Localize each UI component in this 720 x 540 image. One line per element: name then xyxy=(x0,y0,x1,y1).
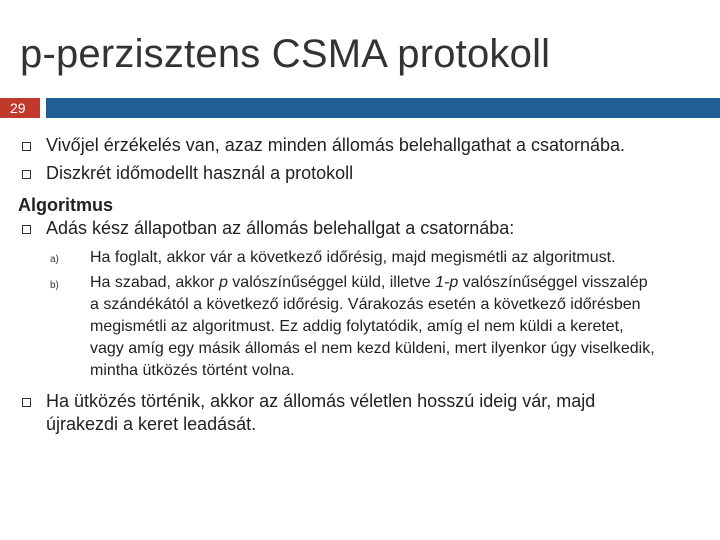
text-fragment: valószínűséggel küld, illetve xyxy=(227,274,436,291)
sub-item-text: a szándékától a következő időrésig. Várakozás esetén a következő időrésben xyxy=(90,296,641,313)
slide-header-bar xyxy=(0,98,720,118)
header-bar-fill xyxy=(46,98,720,118)
variable-1-p: 1-p xyxy=(435,274,459,291)
bullet-text: Diszkrét időmodellt használ a protokoll xyxy=(46,163,354,183)
bullet-text: Vivőjel érzékelés van, azaz minden állomás belehallgathat a csatornába. xyxy=(46,135,626,155)
sub-item-text-first-line xyxy=(90,274,648,292)
slide-number: 29 xyxy=(0,98,40,118)
bullet-square-icon xyxy=(22,170,31,179)
sub-item-text: Ha foglalt, akkor vár a következő időrésig, majd megismétli az algoritmust. xyxy=(90,249,616,266)
bullet-text: újrakezdi a keret leadását. xyxy=(46,414,257,434)
bullet-square-icon xyxy=(22,225,31,234)
text-fragment: valószínűséggel visszalép xyxy=(458,274,648,291)
bullet-text: Ha ütközés történik, akkor az állomás véletlen hosszú ideig vár, majd xyxy=(46,391,596,411)
section-heading: Algoritmus xyxy=(18,195,114,215)
sub-item-label: b) xyxy=(50,280,59,291)
algo-intro-text: Adás kész állapotban az állomás belehallgat a csatornába: xyxy=(46,218,515,238)
sub-item-text: megismétli az algoritmust. Ez addig folytatódik, amíg el nem küldi a keretet, xyxy=(90,318,624,335)
sub-item-text: vagy amíg egy másik állomás el nem kezd küldeni, mert ilyenkor úgy viselkedik, xyxy=(90,340,655,357)
sub-item-label: a) xyxy=(50,254,59,265)
sub-item-text: mintha ütközés történt volna. xyxy=(90,362,295,379)
slide-title: p-perzisztens CSMA protokoll xyxy=(20,32,551,76)
bullet-square-icon xyxy=(22,142,31,151)
text-fragment: Ha szabad, akkor xyxy=(90,274,219,291)
variable-p: p xyxy=(218,274,228,291)
bullet-square-icon xyxy=(22,398,31,407)
